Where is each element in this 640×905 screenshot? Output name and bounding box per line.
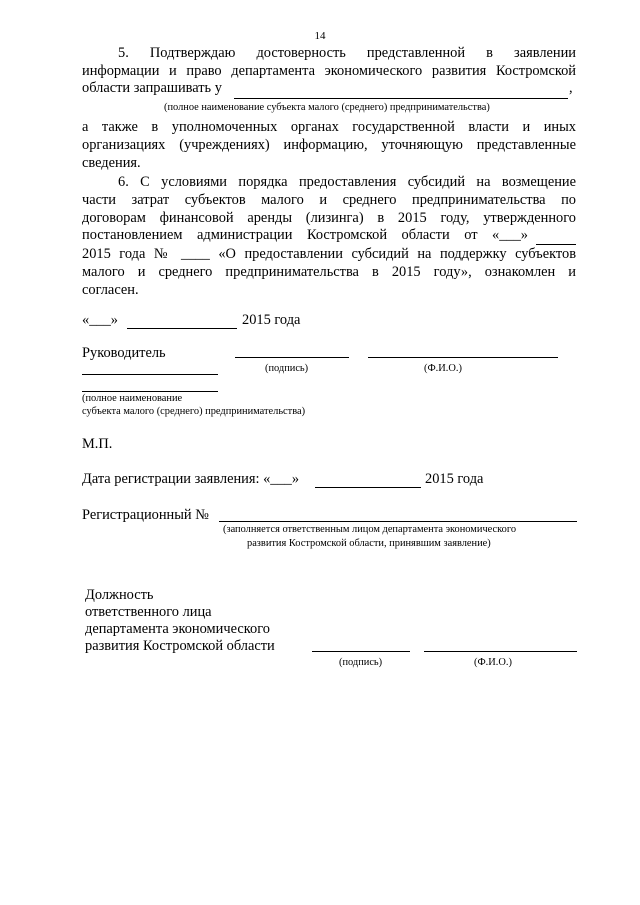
official-label-line-1: Должность <box>85 587 154 603</box>
registration-number-blank <box>219 521 577 522</box>
official-label-line-3: департамента экономического <box>85 621 270 637</box>
registration-date-label: Дата регистрации заявления: «___» <box>82 471 300 487</box>
paragraph-6-line-5: 2015 года № ____ «О предоставлении субсидий на поддержку субъектов <box>82 246 576 262</box>
page-number: 14 <box>314 30 326 42</box>
official-name-blank <box>424 651 577 652</box>
date-month-blank <box>127 328 237 329</box>
date-day-field: «___» <box>82 312 118 328</box>
official-signature-blank <box>312 651 410 652</box>
registration-date-blank <box>315 487 421 488</box>
head-signature-blank <box>235 357 349 358</box>
paragraph-5-line-2: информации и право департамента экономического развития Костромской <box>82 63 576 80</box>
paragraph-5-line-3-comma: , <box>569 80 573 96</box>
paragraph-6-line-2: части затрат субъектов малого и среднего предпринимательства по <box>82 192 576 209</box>
paragraph-5 <box>82 44 576 80</box>
official-signature-caption: (подпись) <box>339 657 383 668</box>
paragraph-5-line-1: 5. Подтверждаю достоверность представленной в заявлении <box>118 45 576 61</box>
subject-name-blank-1 <box>82 374 218 375</box>
paragraph-6-line-7: согласен. <box>82 282 139 299</box>
paragraph-5-line-5: организациях (учреждениях) информацию, уточняющую представленные <box>82 137 576 154</box>
head-signature-caption: (подпись) <box>265 363 309 374</box>
stamp-label: М.П. <box>82 436 113 452</box>
paragraph-5-line-4: а также в уполномоченных органах государственной власти и иных <box>82 119 576 135</box>
date-year-text: 2015 года <box>242 312 301 328</box>
registration-date-year: 2015 года <box>425 471 484 487</box>
paragraph-5-continued <box>82 118 576 173</box>
head-label: Руководитель <box>82 345 166 361</box>
subject-caption-line-2: субъекта малого (среднего) предпринимательства) <box>82 406 306 417</box>
head-name-caption: (Ф.И.О.) <box>424 363 462 374</box>
official-name-caption: (Ф.И.О.) <box>474 657 512 668</box>
registration-note-line-2: развития Костромской области, принявшим заявление) <box>247 538 491 549</box>
subject-name-caption: (полное наименование субъекта малого (среднего) предпринимательства) <box>164 102 490 113</box>
paragraph-6-line-6: малого и среднего предпринимательства в 2015 году», ознакомлен и <box>82 264 576 281</box>
paragraph-6-line-1: 6. С условиями порядка предоставления субсидий на возмещение <box>118 174 576 190</box>
paragraph-5-line-6: сведения. <box>82 155 141 172</box>
subject-name-blank-2 <box>82 391 218 392</box>
paragraph-6 <box>82 173 576 228</box>
official-label-line-2: ответственного лица <box>85 604 212 620</box>
official-label-line-4: развития Костромской области <box>85 638 275 654</box>
paragraph-6-line-3: договорам финансовой аренды (лизинга) в 2015 году, утвержденного <box>82 210 576 227</box>
subject-name-blank <box>234 98 568 99</box>
paragraph-5-line-3: области запрашивать у <box>82 80 222 96</box>
subject-caption-line-1: (полное наименование <box>82 393 183 404</box>
head-name-blank <box>368 357 558 358</box>
registration-number-label: Регистрационный № <box>82 507 209 523</box>
paragraph-6-line-4: постановлением администрации Костромской области от «___» <box>82 227 528 243</box>
paragraph-6-continued <box>82 245 576 300</box>
registration-note-line-1: (заполняется ответственным лицом департамента экономического <box>223 524 517 535</box>
